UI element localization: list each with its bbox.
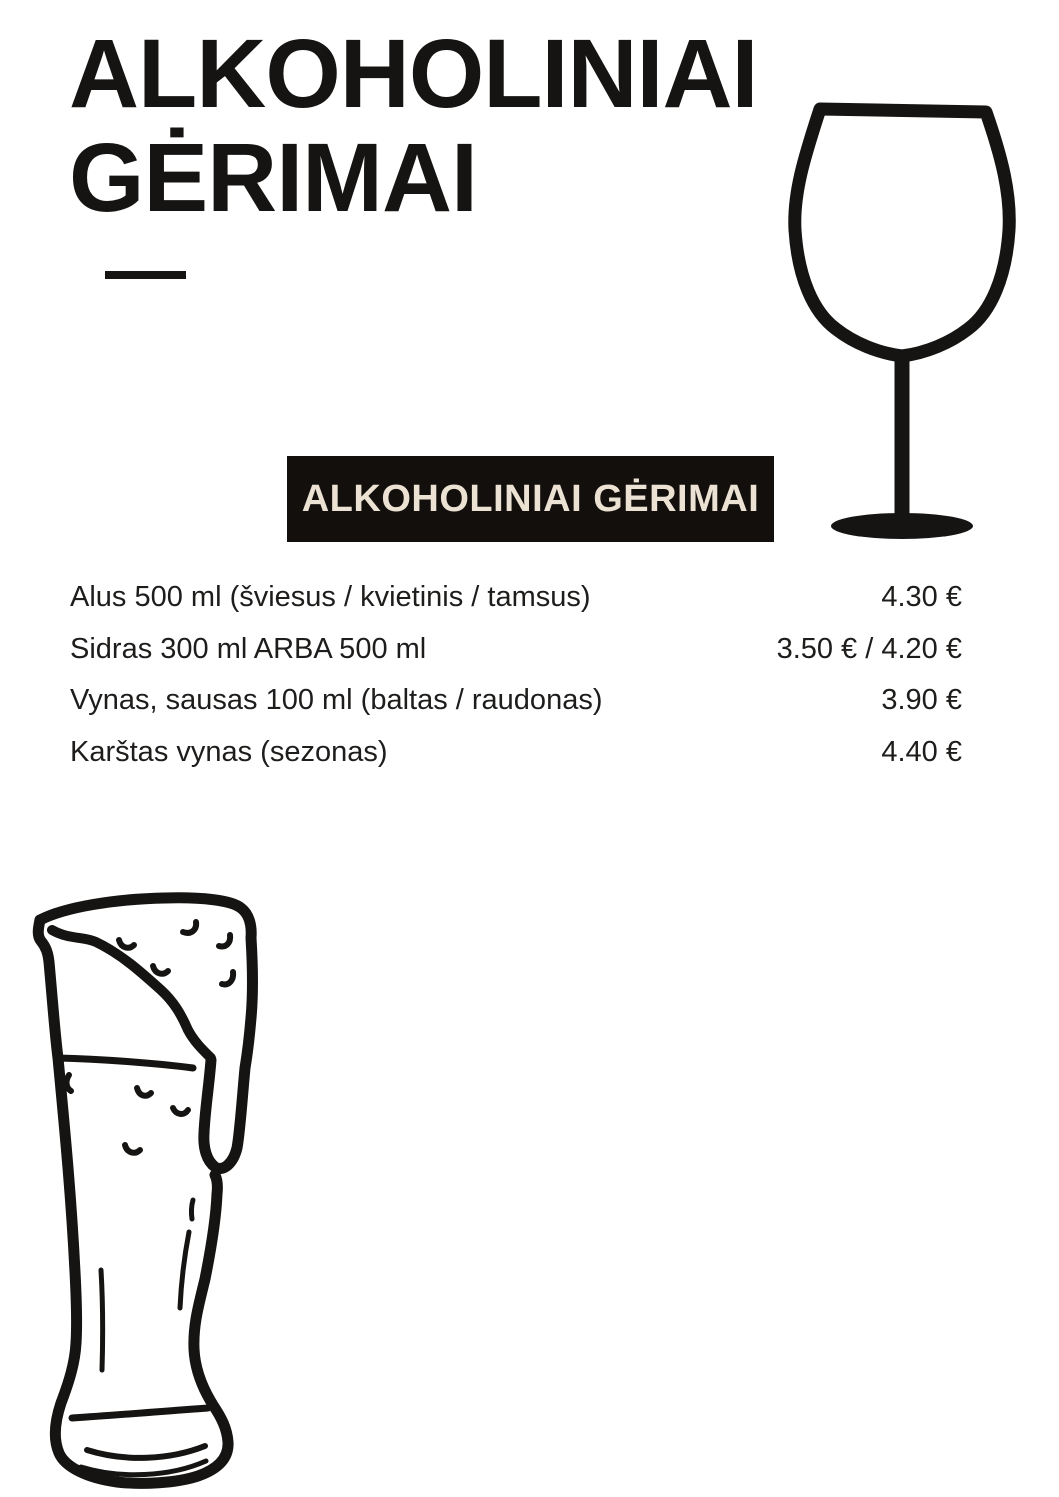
menu-item-name: Sidras 300 ml ARBA 500 ml: [70, 632, 427, 665]
menu-row: [70, 675, 962, 727]
menu-item-name: Karštas vynas (sezonas): [70, 735, 388, 768]
page-title: [69, 19, 758, 232]
page-title-line1: ALKOHOLINIAI: [69, 19, 758, 128]
beer-glass-icon: [25, 890, 260, 1490]
wine-glass-icon: [786, 100, 1018, 545]
menu-item-price: 3.90 €: [881, 684, 962, 717]
menu-item-price: 3.50 € / 4.20 €: [776, 632, 962, 665]
section-banner-label: ALKOHOLINIAI GĖRIMAI: [301, 477, 760, 520]
menu-row: [70, 624, 962, 676]
title-underline: [105, 271, 186, 279]
section-banner: [287, 456, 774, 542]
menu-row: [70, 727, 962, 779]
menu-item-price: 4.40 €: [881, 735, 962, 768]
page-title-line2: GĖRIMAI: [69, 123, 477, 232]
menu-row: [70, 572, 962, 624]
menu-item-price: 4.30 €: [881, 581, 962, 614]
menu-list: [70, 572, 962, 778]
menu-item-name: Vynas, sausas 100 ml (baltas / raudonas): [70, 684, 603, 717]
menu-item-name: Alus 500 ml (šviesus / kvietinis / tamsus): [70, 581, 591, 614]
